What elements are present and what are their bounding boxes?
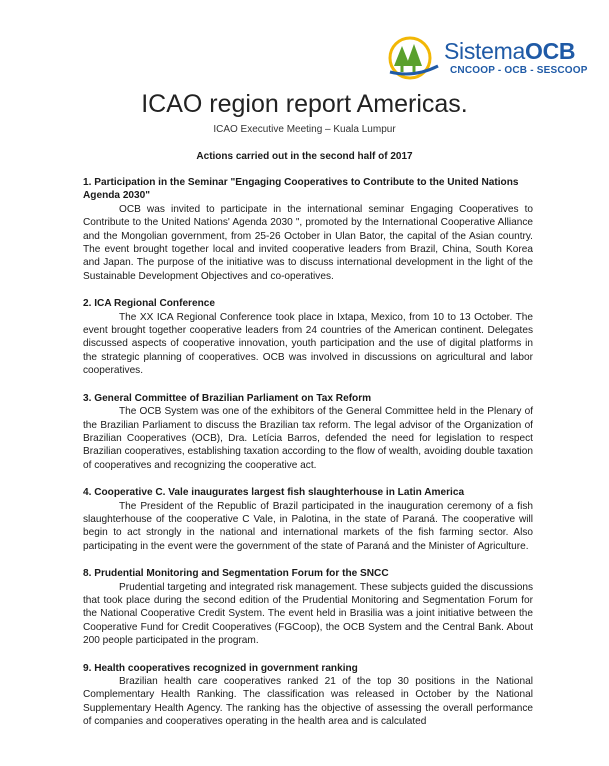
section-health-cooperatives-ranking xyxy=(83,662,533,729)
document-subtitle: ICAO Executive Meeting – Kuala Lumpur xyxy=(213,124,396,135)
section-heading: 9. Health cooperatives recognized in government ranking xyxy=(83,662,358,674)
logo-wordmark: SistemaOCB xyxy=(444,38,576,64)
section-c-vale-slaughterhouse xyxy=(83,486,533,553)
section-body: The OCB System was one of the exhibitors of the General Committee held in the Plenary of the Brazilian Parliament to discuss the Brazilian tax reform. The legal advisor of the Organization of Brazilian Cooperatives (OCB), Dra. Letícia Barros, defended the need for legislation to respect Brazilian cooperatives, establishing taxation according to the flow of wealth, avoiding double taxation of cooperatives and recognizing the cooperative act. xyxy=(83,406,533,471)
section-tax-reform-committee xyxy=(83,392,533,472)
section-body: The President of the Republic of Brazil participated in the inauguration ceremony of a fish slaughterhouse of the cooperative C Vale, in Palotina, in the state of Paraná. The cooperative will begin to act strongly in the national and international markets of the fish farming sector. Also participating in the event were the government of the state of Paraná and the Minister of Agriculture. xyxy=(83,500,533,552)
section-body: The XX ICA Regional Conference took place in Ixtapa, Mexico, from 10 to 13 October. The event brought together cooperative leaders from 24 countries of the American continent. Delegates discussed aspects of cooperative innovation, youth participation and the use of digital platforms in the strategic planning of cooperatives. OCB was involved in discussions on agricultural and labor cooperatives. xyxy=(83,311,533,377)
section-heading: 3. General Committee of Brazilian Parliament on Tax Reform xyxy=(83,392,372,404)
section-ica-regional-conference xyxy=(83,297,533,377)
sistema-ocb-logo xyxy=(388,34,598,84)
section-heading: 1. Participation in the Seminar "Engaging Cooperatives to Contribute to the United Nations Agenda 2030" xyxy=(83,177,519,202)
report-period: Actions carried out in the second half of 2017 xyxy=(196,151,413,162)
logo-tagline: CNCOOP - OCB - SESCOOP xyxy=(450,65,588,76)
section-body: Brazilian health care cooperatives ranked 21 of the top 30 positions in the National Complementary Health Ranking. The classification was released in October by the National Supplementary Health Agency. The ranking has the objective of assessing the overall performance of companies and cooperatives operating in the health area and is calculated xyxy=(83,676,533,728)
section-heading: 4. Cooperative C. Vale inaugurates largest fish slaughterhouse in Latin America xyxy=(83,487,465,499)
twin-pine-logo-icon xyxy=(388,36,442,80)
section-body: OCB was invited to participate in the international seminar Engaging Cooperatives to Contribute to the United Nations' Agenda 2030 ", promoted by the International Cooperative Alliance and the Mongolian government, from 25-26 October in Ulan Bator, the capital of the Asian country. The event brought together local and invited cooperative leaders from Brazil, China, South Korea and Japan. The purpose of the initiative was to discuss international development in the light of the Sustainable Development Objectives and co-operatives. xyxy=(83,203,533,282)
report-body xyxy=(83,176,533,743)
section-body: Prudential targeting and integrated risk management. These subjects guided the discussions that took place during the second edition of the Prudential Monitoring and Segmentation Forum for the National Cooperative Credit System. The event held in Brasilia was a joint initiative between the Cooperative Fund for Credit Cooperatives (FGCoop), the OCB System and the Central Bank. About 200 people participated in the program. xyxy=(83,581,533,647)
section-heading: 8. Prudential Monitoring and Segmentation Forum for the SNCC xyxy=(83,568,389,580)
section-heading: 2. ICA Regional Conference xyxy=(83,298,215,310)
document-title: ICAO region report Americas. xyxy=(141,90,468,118)
section-seminar-agenda-2030 xyxy=(83,176,533,283)
section-prudential-forum xyxy=(83,567,533,647)
